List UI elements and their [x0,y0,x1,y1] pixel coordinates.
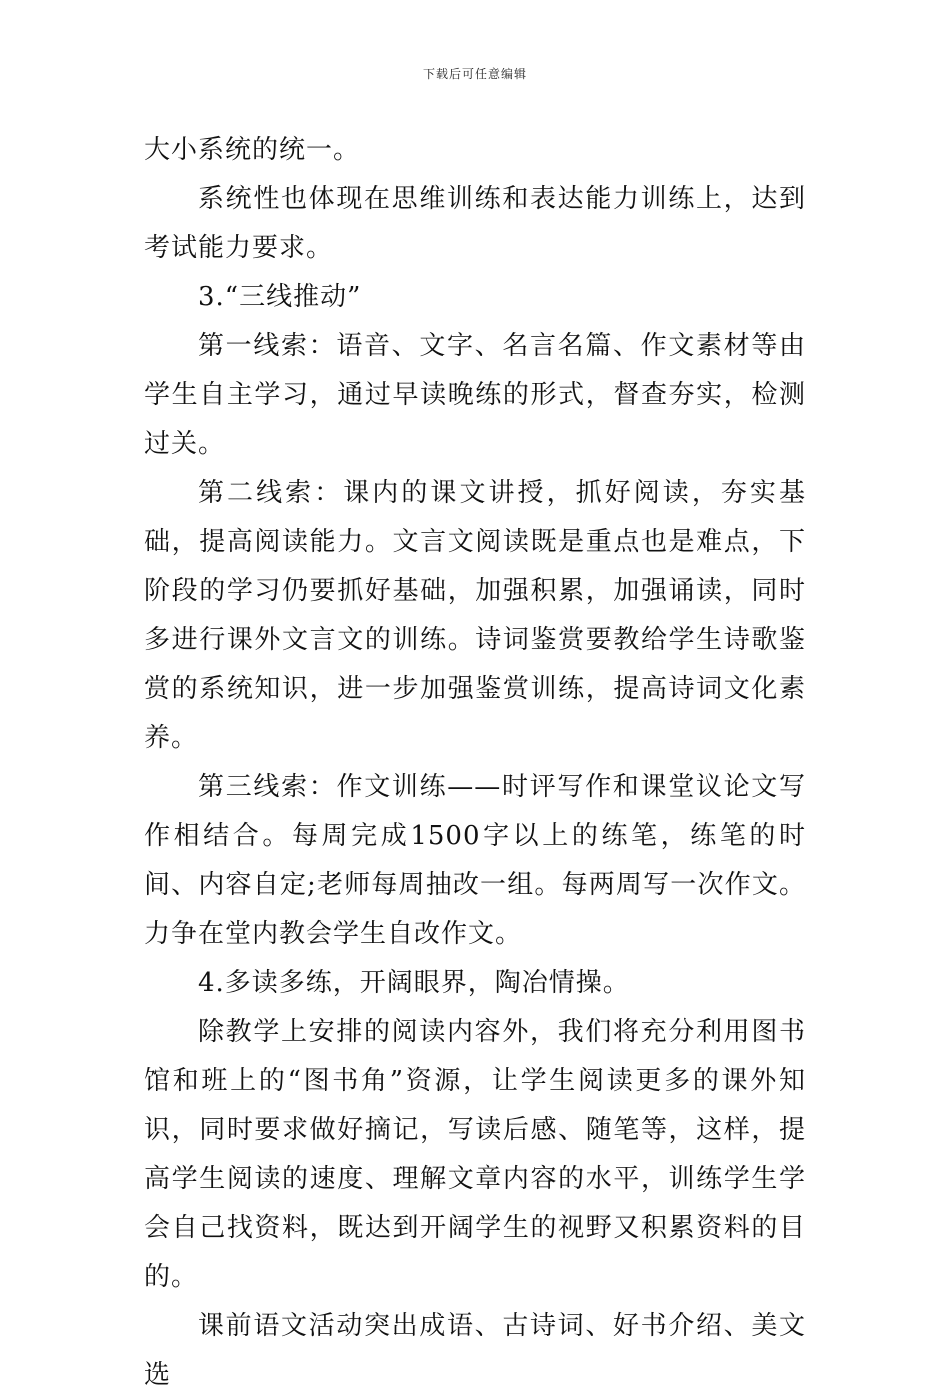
paragraph: 第三线索：作文训练——时评写作和课堂议论文写作相结合。每周完成1500字以上的练笔，练笔的时间、内容自定;老师每周抽改一组。每两周写一次作文。力争在堂内教会学生自改作文。 [144,772,806,949]
paragraph: 大小系统的统一。 [144,135,361,165]
paragraph: 课前语文活动突出成语、古诗词、好书介绍、美文选 [144,1311,806,1390]
section-heading: 3.“三线推动” [198,282,362,312]
page-header: 下载后可任意编辑 [422,67,527,81]
paragraph: 系统性也体现在思维训练和表达能力训练上，达到考试能力要求。 [144,184,806,263]
paragraph: 第一线索：语音、文字、名言名篇、作文素材等由学生自主学习，通过早读晚练的形式，督查夯实，检测过关。 [144,331,806,459]
paragraph: 第二线索：课内的课文讲授，抓好阅读，夯实基础，提高阅读能力。文言文阅读既是重点也是难点，下阶段的学习仍要抓好基础，加强积累，加强诵读，同时多进行课外文言文的训练。诗词鉴赏要教给学生诗歌鉴赏的系统知识，进一步加强鉴赏训练，提高诗词文化素养。 [144,478,806,753]
document-body [144,126,806,1400]
section-heading: 4.多读多练，开阔眼界，陶冶情操。 [198,968,630,998]
paragraph: 除教学上安排的阅读内容外，我们将充分利用图书馆和班上的“图书角”资源，让学生阅读更多的课外知识，同时要求做好摘记，写读后感、随笔等，这样，提高学生阅读的速度、理解文章内容的水平，训练学生学会自己找资料，既达到开阔学生的视野又积累资料的目的。 [144,1017,806,1292]
